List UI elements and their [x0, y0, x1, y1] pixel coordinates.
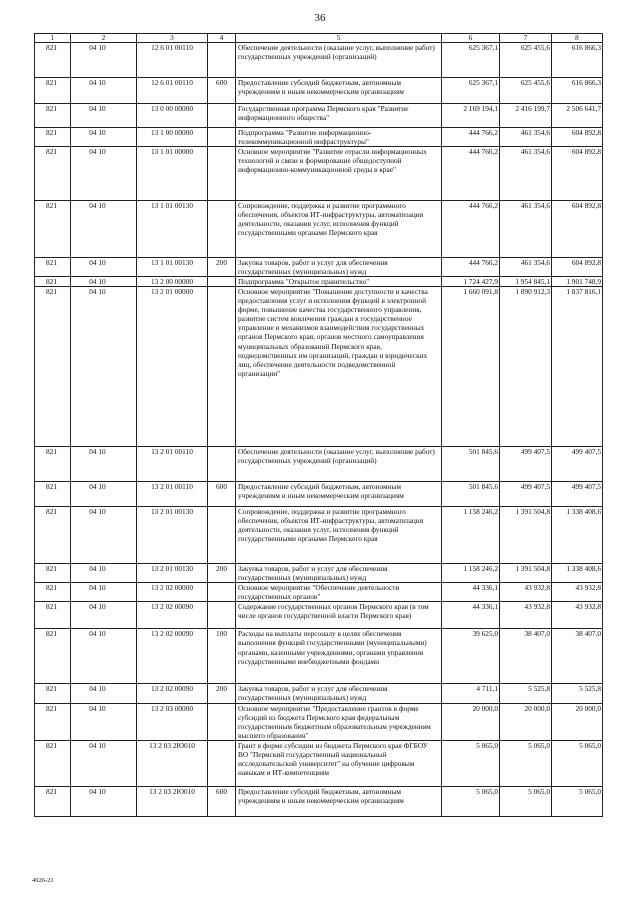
target-article-code-cell: 13 1 01 00130	[137, 258, 208, 277]
table-row	[35, 583, 603, 602]
amount-col-8-cell: 5 065,0	[552, 740, 603, 786]
description-cell: Предоставление субсидий бюджетным, автономным учреждениям и иным некоммерческим организациям	[236, 482, 442, 507]
description-cell: Закупка товаров, работ и услуг для обеспечения государственных (муниципальных) нужд	[236, 684, 442, 703]
amount-col-7-cell: 1 890 912,3	[500, 287, 552, 447]
expense-type-code-cell: 600	[208, 482, 236, 507]
description-cell: Сопровождение, поддержка и развитие программного обеспечения, объектов ИТ-инфраструктуры, автоматизация деятельности, оказания услуг, исполнения функций государственными органами Пермского края	[236, 507, 442, 564]
expense-type-code-cell: 200	[208, 684, 236, 703]
column-header: 5	[236, 34, 442, 43]
amount-col-6-cell: 1 724 427,9	[442, 277, 500, 287]
table-row	[35, 128, 603, 147]
section-code-cell: 04 10	[71, 147, 137, 201]
section-code-cell: 04 10	[71, 104, 137, 128]
column-header: 7	[500, 34, 552, 43]
table-row	[35, 602, 603, 629]
amount-col-6-cell: 4 711,1	[442, 684, 500, 703]
expense-type-code-cell: 200	[208, 258, 236, 277]
grbs-code-cell: 821	[35, 786, 71, 816]
amount-col-6-cell: 625 367,1	[442, 78, 500, 104]
description-cell: Основное мероприятие "Обеспечение деятельности государственных органов"	[236, 583, 442, 602]
table-row	[35, 447, 603, 482]
description-cell: Подпрограмма "Открытое правительство"	[236, 277, 442, 287]
amount-col-7-cell: 461 354,6	[500, 128, 552, 147]
amount-col-6-cell: 1 158 246,2	[442, 564, 500, 583]
amount-col-8-cell: 499 407,5	[552, 447, 603, 482]
amount-col-8-cell: 1 901 748,9	[552, 277, 603, 287]
amount-col-7-cell: 20 000,0	[500, 703, 552, 740]
target-article-code-cell: 13 2 01 00130	[137, 507, 208, 564]
target-article-code-cell: 12 6 01 00110	[137, 78, 208, 104]
grbs-code-cell: 821	[35, 78, 71, 104]
expense-type-code-cell: 200	[208, 564, 236, 583]
expense-type-code-cell: 600	[208, 78, 236, 104]
description-cell: Предоставление субсидий бюджетным, автономным учреждениям и иным некоммерческим организациям	[236, 786, 442, 816]
expense-type-code-cell: 600	[208, 786, 236, 816]
grbs-code-cell: 821	[35, 629, 71, 684]
target-article-code-cell: 12 6 01 00110	[137, 43, 208, 78]
target-article-code-cell: 13 2 03 2Ю010	[137, 786, 208, 816]
table-row	[35, 78, 603, 104]
table-row	[35, 740, 603, 786]
amount-col-6-cell: 444 766,2	[442, 201, 500, 258]
table-row	[35, 287, 603, 447]
target-article-code-cell: 13 2 01 00000	[137, 287, 208, 447]
table-row	[35, 684, 603, 703]
amount-col-8-cell: 616 866,3	[552, 78, 603, 104]
description-cell: Основное мероприятие "Развитие отрасли информационных технологий и связи и формирование общедоступной информационно-коммуникационной среды в крае"	[236, 147, 442, 201]
description-cell: Сопровождение, поддержка и развитие программного обеспечения, объектов ИТ-инфраструктуры, автоматизация деятельности, оказания услуг, исполнения функций государственными органами Пермского края	[236, 201, 442, 258]
target-article-code-cell: 13 2 03 2Ю010	[137, 740, 208, 786]
description-cell: Расходы на выплаты персоналу в целях обеспечения выполнения функций государственными (муниципальными) органами, казенными учреждениями, органами управления государственными внебюджетными фондами	[236, 629, 442, 684]
amount-col-7-cell: 5 525,8	[500, 684, 552, 703]
amount-col-8-cell: 604 892,8	[552, 147, 603, 201]
amount-col-7-cell: 499 407,5	[500, 482, 552, 507]
section-code-cell: 04 10	[71, 43, 137, 78]
amount-col-7-cell: 2 416 199,7	[500, 104, 552, 128]
expense-type-code-cell	[208, 43, 236, 78]
target-article-code-cell: 13 2 02 00090	[137, 602, 208, 629]
target-article-code-cell: 13 1 01 00130	[137, 201, 208, 258]
description-cell: Закупка товаров, работ и услуг для обеспечения государственных (муниципальных) нужд	[236, 564, 442, 583]
amount-col-8-cell: 616 866,3	[552, 43, 603, 78]
section-code-cell: 04 10	[71, 128, 137, 147]
amount-col-7-cell: 461 354,6	[500, 201, 552, 258]
amount-col-7-cell: 1 954 845,1	[500, 277, 552, 287]
amount-col-8-cell: 604 892,8	[552, 128, 603, 147]
grbs-code-cell: 821	[35, 482, 71, 507]
grbs-code-cell: 821	[35, 583, 71, 602]
section-code-cell: 04 10	[71, 703, 137, 740]
section-code-cell: 04 10	[71, 507, 137, 564]
expense-type-code-cell	[208, 147, 236, 201]
amount-col-8-cell: 5 525,8	[552, 684, 603, 703]
amount-col-7-cell: 43 932,8	[500, 583, 552, 602]
amount-col-7-cell: 499 407,5	[500, 447, 552, 482]
table-row	[35, 147, 603, 201]
section-code-cell: 04 10	[71, 201, 137, 258]
amount-col-6-cell: 2 169 194,1	[442, 104, 500, 128]
column-header: 4	[208, 34, 236, 43]
target-article-code-cell: 13 2 03 00000	[137, 703, 208, 740]
section-code-cell: 04 10	[71, 447, 137, 482]
grbs-code-cell: 821	[35, 287, 71, 447]
section-code-cell: 04 10	[71, 740, 137, 786]
section-code-cell: 04 10	[71, 287, 137, 447]
amount-col-8-cell: 604 892,8	[552, 258, 603, 277]
amount-col-6-cell: 501 845,6	[442, 482, 500, 507]
amount-col-6-cell: 5 065,0	[442, 786, 500, 816]
amount-col-6-cell: 501 845,6	[442, 447, 500, 482]
expense-type-code-cell	[208, 104, 236, 128]
target-article-code-cell: 13 2 00 00000	[137, 277, 208, 287]
table-row	[35, 277, 603, 287]
column-header: 3	[137, 34, 208, 43]
target-article-code-cell: 13 2 02 00090	[137, 684, 208, 703]
amount-col-6-cell: 444 766,2	[442, 147, 500, 201]
amount-col-6-cell: 625 367,1	[442, 43, 500, 78]
section-code-cell: 04 10	[71, 684, 137, 703]
table-row	[35, 258, 603, 277]
description-cell: Государственная программа Пермского края "Развитие информационного общества"	[236, 104, 442, 128]
section-code-cell: 04 10	[71, 78, 137, 104]
table-row	[35, 43, 603, 78]
amount-col-7-cell: 461 354,6	[500, 258, 552, 277]
amount-col-7-cell: 1 391 504,8	[500, 507, 552, 564]
amount-col-7-cell: 625 455,6	[500, 78, 552, 104]
expense-type-code-cell	[208, 703, 236, 740]
amount-col-6-cell: 44 336,1	[442, 602, 500, 629]
amount-col-6-cell: 444 766,2	[442, 258, 500, 277]
amount-col-8-cell: 1 338 408,6	[552, 507, 603, 564]
section-code-cell: 04 10	[71, 277, 137, 287]
grbs-code-cell: 821	[35, 43, 71, 78]
grbs-code-cell: 821	[35, 104, 71, 128]
grbs-code-cell: 821	[35, 703, 71, 740]
table-row	[35, 629, 603, 684]
column-header: 1	[35, 34, 71, 43]
expense-type-code-cell	[208, 277, 236, 287]
target-article-code-cell: 13 2 01 00110	[137, 482, 208, 507]
grbs-code-cell: 821	[35, 602, 71, 629]
section-code-cell: 04 10	[71, 629, 137, 684]
table-row	[35, 201, 603, 258]
expense-type-code-cell	[208, 583, 236, 602]
amount-col-7-cell: 625 455,6	[500, 43, 552, 78]
table-row	[35, 507, 603, 564]
target-article-code-cell: 13 1 01 00000	[137, 147, 208, 201]
expense-type-code-cell	[208, 447, 236, 482]
amount-col-8-cell: 1 338 408,6	[552, 564, 603, 583]
amount-col-7-cell: 461 354,6	[500, 147, 552, 201]
amount-col-7-cell: 5 065,0	[500, 740, 552, 786]
description-cell: Подпрограмма "Развитие информационно-телекоммуникационной инфраструктуры"	[236, 128, 442, 147]
header-row	[35, 34, 603, 43]
amount-col-8-cell: 38 407,0	[552, 629, 603, 684]
amount-col-7-cell: 38 407,0	[500, 629, 552, 684]
expense-type-code-cell	[208, 602, 236, 629]
expense-type-code-cell	[208, 201, 236, 258]
description-cell: Предоставление субсидий бюджетным, автономным учреждениям и иным некоммерческим организациям	[236, 78, 442, 104]
table-row	[35, 564, 603, 583]
expense-type-code-cell: 100	[208, 629, 236, 684]
amount-col-7-cell: 1 391 504,8	[500, 564, 552, 583]
page-number: 36	[314, 12, 326, 24]
amount-col-7-cell: 5 065,0	[500, 786, 552, 816]
expense-type-code-cell	[208, 740, 236, 786]
grbs-code-cell: 821	[35, 277, 71, 287]
column-header: 8	[552, 34, 603, 43]
amount-col-6-cell: 5 065,0	[442, 740, 500, 786]
description-cell: Содержание государственных органов Пермского края (в том числе органов государственной власти Пермского края)	[236, 602, 442, 629]
amount-col-8-cell: 5 065,0	[552, 786, 603, 816]
amount-col-8-cell: 43 932,8	[552, 583, 603, 602]
table-row	[35, 786, 603, 816]
expense-type-code-cell	[208, 128, 236, 147]
amount-col-8-cell: 604 892,8	[552, 201, 603, 258]
section-code-cell: 04 10	[71, 602, 137, 629]
target-article-code-cell: 13 2 01 00130	[137, 564, 208, 583]
table-row	[35, 482, 603, 507]
expense-type-code-cell	[208, 287, 236, 447]
section-code-cell: 04 10	[71, 258, 137, 277]
amount-col-6-cell: 44 336,1	[442, 583, 500, 602]
grbs-code-cell: 821	[35, 507, 71, 564]
grbs-code-cell: 821	[35, 147, 71, 201]
section-code-cell: 04 10	[71, 482, 137, 507]
target-article-code-cell: 13 2 02 00090	[137, 629, 208, 684]
grbs-code-cell: 821	[35, 201, 71, 258]
description-cell: Обеспечение деятельности (оказание услуг, выполнение работ) государственных учреждений (организаций)	[236, 43, 442, 78]
description-cell: Основное мероприятие "Предоставление грантов в форме субсидий из бюджета Пермского края федеральным государственным бюджетным образовательным учреждениям высшего образования"	[236, 703, 442, 740]
column-header: 6	[442, 34, 500, 43]
section-code-cell: 04 10	[71, 564, 137, 583]
amount-col-6-cell: 20 000,0	[442, 703, 500, 740]
table-row	[35, 703, 603, 740]
amount-col-6-cell: 1 158 246,2	[442, 507, 500, 564]
grbs-code-cell: 821	[35, 258, 71, 277]
grbs-code-cell: 821	[35, 447, 71, 482]
target-article-code-cell: 13 0 00 00000	[137, 104, 208, 128]
amount-col-8-cell: 20 000,0	[552, 703, 603, 740]
target-article-code-cell: 13 2 02 00000	[137, 583, 208, 602]
amount-col-8-cell: 1 837 816,1	[552, 287, 603, 447]
section-code-cell: 04 10	[71, 786, 137, 816]
grbs-code-cell: 821	[35, 128, 71, 147]
grbs-code-cell: 821	[35, 564, 71, 583]
grbs-code-cell: 821	[35, 684, 71, 703]
description-cell: Закупка товаров, работ и услуг для обеспечения государственных (муниципальных) нужд	[236, 258, 442, 277]
target-article-code-cell: 13 1 00 00000	[137, 128, 208, 147]
amount-col-8-cell: 499 407,5	[552, 482, 603, 507]
target-article-code-cell: 13 2 01 00110	[137, 447, 208, 482]
amount-col-8-cell: 2 506 641,7	[552, 104, 603, 128]
document-code: 4926-21	[32, 877, 54, 884]
amount-col-6-cell: 1 660 091,8	[442, 287, 500, 447]
description-cell: Грант в форме субсидии из бюджета Пермского края ФГБОУ ВО "Пермский государственный национальный исследовательский университет" на обучение цифровым навыкам и ИТ-компетенциям	[236, 740, 442, 786]
expense-type-code-cell	[208, 507, 236, 564]
description-cell: Основное мероприятие "Повышение доступности и качества предоставления услуг и исполнения функций в электронной форме, повышение качества государственного управления, развитие систем вовлечения граждан в государственное управление и механизмов взаимодействия государственных органов Пермского края, органов местного самоуправления муниципальных образований Пермского края, подведомственных им организаций, граждан и юридических лиц, обеспечение деятельности подведомственной организации"	[236, 287, 442, 447]
grbs-code-cell: 821	[35, 740, 71, 786]
table-row	[35, 104, 603, 128]
budget-table	[34, 33, 603, 817]
column-header: 2	[71, 34, 137, 43]
amount-col-6-cell: 39 625,0	[442, 629, 500, 684]
section-code-cell: 04 10	[71, 583, 137, 602]
amount-col-6-cell: 444 766,2	[442, 128, 500, 147]
amount-col-7-cell: 43 932,8	[500, 602, 552, 629]
description-cell: Обеспечение деятельности (оказание услуг, выполнение работ) государственных учреждений (организаций)	[236, 447, 442, 482]
amount-col-8-cell: 43 932,8	[552, 602, 603, 629]
